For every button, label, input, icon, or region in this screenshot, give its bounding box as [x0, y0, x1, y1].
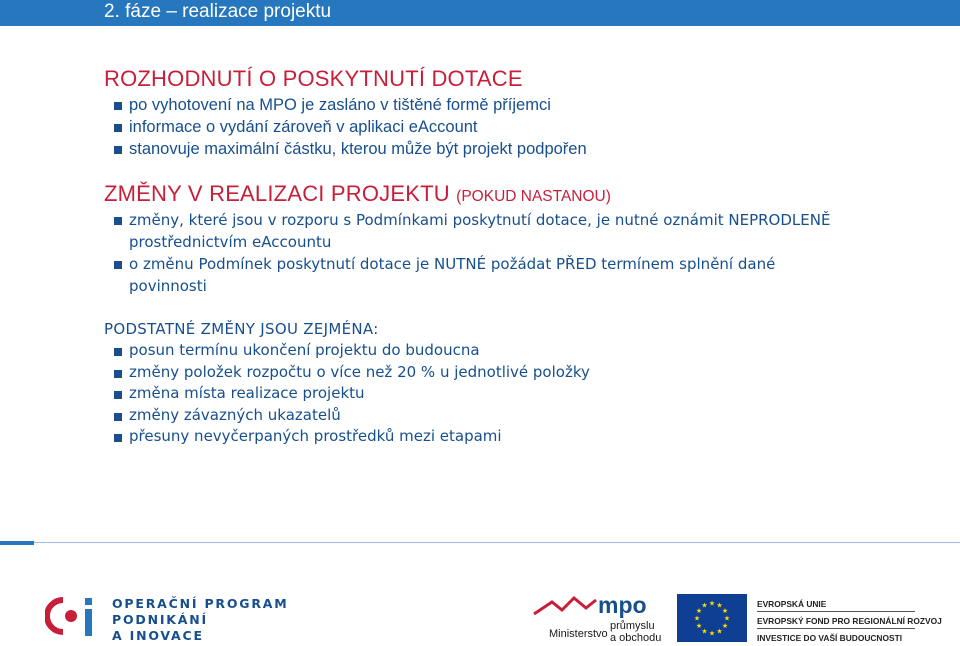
list-item: stanovuje maximální částku, kterou může být projekt podpořen: [114, 138, 834, 160]
eu-star-icon: ★: [721, 622, 729, 630]
eu-divider: [757, 628, 915, 629]
op-logo-line: A INOVACE: [112, 628, 204, 643]
list-item: změny, které jsou v rozporu s Podmínkami poskytnutí dotace, je nutné oznámit NEPRODLENĚ prostřednictvím eAccountu: [114, 209, 834, 253]
top-header-bar: [0, 0, 960, 26]
list-item: změna místa realizace projektu: [114, 383, 834, 405]
mpo-emblem-text: mpo: [598, 592, 647, 618]
significant-changes-label: PODSTATNÉ ZMĚNY JSOU ZEJMÉNA:: [104, 320, 379, 338]
mpo-line-ministerstvo: Ministerstvo: [549, 628, 608, 640]
eu-star-icon: ★: [695, 607, 703, 615]
op-logo-text: [112, 596, 288, 644]
eu-divider: [757, 611, 915, 612]
eu-star-icon: ★: [708, 629, 716, 638]
decision-list: [114, 94, 834, 160]
eu-star-icon: ★: [701, 627, 708, 636]
section-heading-changes-text: ZMĚNY V REALIZACI PROJEKTU: [104, 181, 450, 206]
list-item: o změnu Podmínek poskytnutí dotace je NUTNÉ požádat PŘED termínem splnění dané povinnosti: [114, 253, 834, 297]
list-item: informace o vydání zároveň v aplikaci eAccount: [114, 116, 834, 138]
mpo-emblem-icon: [532, 592, 657, 618]
section-heading-decision: ROZHODNUTÍ O POSKYTNUTÍ DOTACE: [104, 66, 523, 91]
eu-star-icon: ★: [708, 599, 716, 608]
eu-line-union: EVROPSKÁ UNIE: [757, 599, 827, 609]
page-header-title: 2. fáze – realizace projektu: [104, 1, 332, 22]
mpo-line-prumyslu: průmyslu: [610, 620, 655, 632]
eu-star-icon: ★: [723, 614, 731, 623]
eu-star-icon: ★: [701, 601, 708, 610]
op-logo-line: PODNIKÁNÍ: [112, 612, 208, 627]
list-item: změny položek rozpočtu o více než 20 % u jednotlivé položky: [114, 362, 834, 384]
list-item: po vyhotovení na MPO je zasláno v tištěné formě příjemci: [114, 94, 834, 116]
op-logo-icon: [45, 592, 97, 640]
op-logo-line: OPERAČNÍ PROGRAM: [112, 596, 289, 611]
significant-changes-list: [114, 340, 834, 448]
changes-list: [114, 209, 834, 297]
eu-star-icon: ★: [693, 614, 701, 623]
section-heading-changes-suffix: (POKUD NASTANOU): [456, 188, 611, 205]
eu-star-icon: ★: [721, 607, 729, 615]
eu-star-icon: ★: [716, 627, 723, 636]
footer-divider-accent: [0, 541, 34, 545]
eu-line-investment: INVESTICE DO VAŠÍ BUDOUCNOSTI: [757, 633, 903, 643]
list-item: změny závazných ukazatelů: [114, 405, 834, 427]
mpo-line-obchodu: a obchodu: [610, 632, 662, 644]
eu-star-icon: ★: [695, 622, 703, 630]
list-item: přesuny nevyčerpaných prostředků mezi etapami: [114, 426, 834, 448]
eu-star-icon: ★: [716, 601, 723, 610]
footer-divider-line: [34, 542, 960, 543]
list-item: posun termínu ukončení projektu do budoucna: [114, 340, 834, 362]
eu-flag-icon: [677, 594, 747, 642]
section-heading-changes: [104, 181, 611, 210]
eu-line-fund: EVROPSKÝ FOND PRO REGIONÁLNÍ ROZVOJ: [757, 616, 942, 626]
